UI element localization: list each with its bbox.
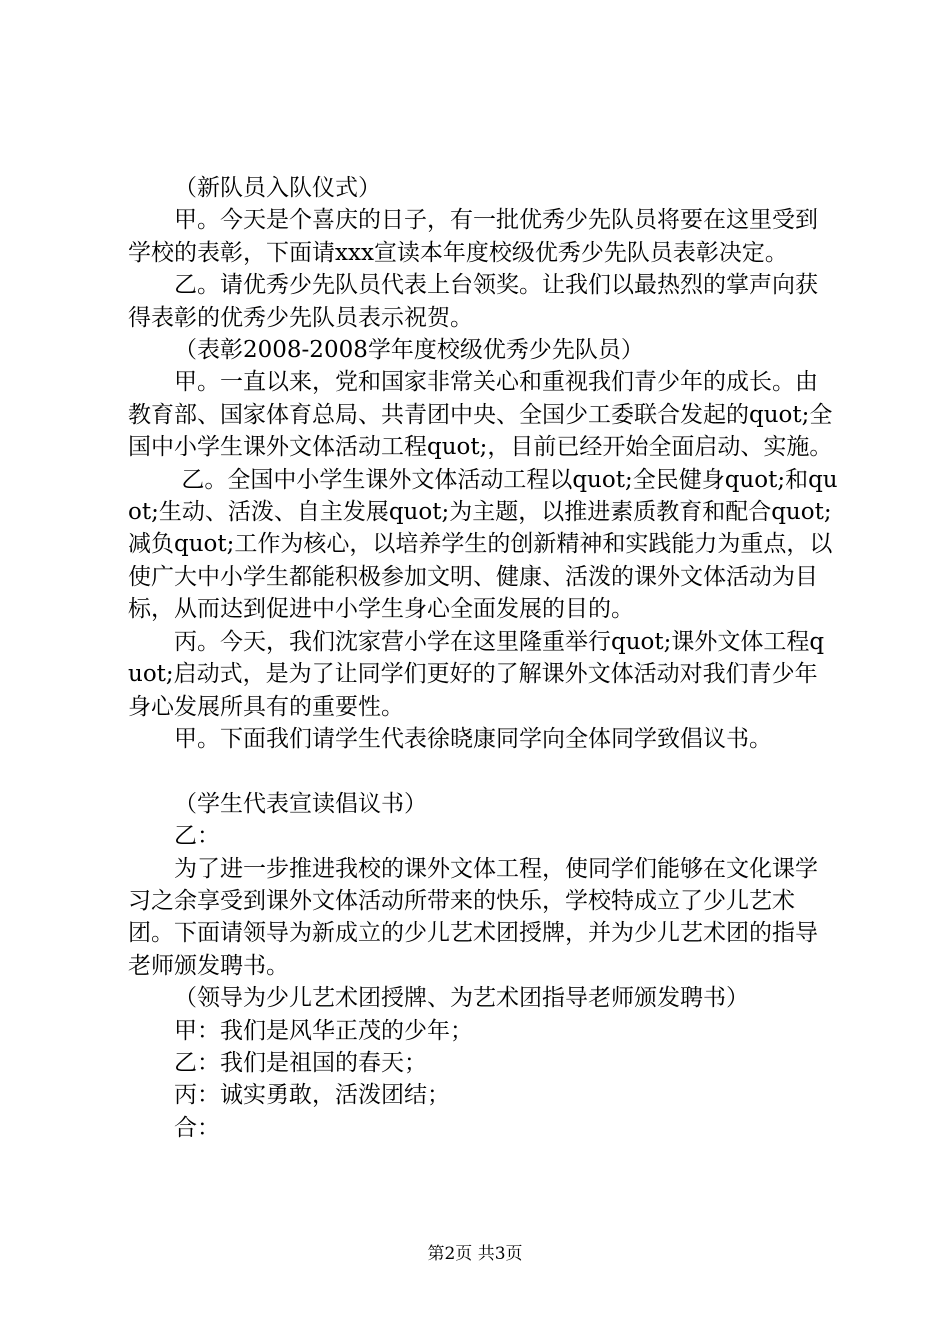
paragraph: （表彰2008-2008学年度校级优秀少先队员） [174, 337, 644, 364]
paragraph: 乙。请优秀少先队员代表上台领奖。让我们以最热烈的掌声向获得表彰的优秀少先队员表示祝贺。 [128, 272, 818, 331]
paragraph: 乙：我们是祖国的春天； [174, 1049, 427, 1076]
paragraph: （新队员入队仪式） [174, 175, 381, 201]
paragraph: 乙。全国中小学生课外文体活动工程以quot;全民健身quot;和quot;生动、活泼、自主发展quot;为主题，以推进素质教育和配合quot;减负quot;工作为核心，以培养学生的创新精神和实践能力为重点，以使广大中小学生都能积极参加文明、健康、活泼的课外文体活动为目标，从而达到促进中小学生身心全面发展的目的。 [128, 466, 838, 623]
paragraph: 甲。下面我们请学生代表徐晓康同学向全体同学致倡议书。 [174, 725, 772, 752]
paragraph: 合： [174, 1114, 220, 1141]
paragraph: 甲。今天是个喜庆的日子，有一批优秀少先队员将要在这里受到学校的表彰，下面请xxx宣读本年度校级优秀少先队员表彰决定。 [128, 207, 818, 266]
document-body [128, 172, 838, 1144]
paragraph: （领导为少儿艺术团授牌、为艺术团指导老师颁发聘书） [174, 985, 749, 1012]
paragraph: 丙：诚实勇敢，活泼团结； [174, 1082, 450, 1109]
paragraph: （学生代表宣读倡议书） [174, 790, 427, 817]
paragraph: 为了进一步推进我校的课外文体工程，使同学们能够在文化课学习之余享受到课外文体活动所带来的快乐，学校特成立了少儿艺术团。下面请领导为新成立的少儿艺术团授牌，并为少儿艺术团的指导老师颁发聘书。 [128, 855, 818, 979]
paragraph: 甲。一直以来，党和国家非常关心和重视我们青少年的成长。由教育部、国家体育总局、共青团中央、全国少工委联合发起的quot;全国中小学生课外文体活动工程quot;，目前已经开始全面启动、实施。 [128, 369, 833, 461]
paragraph: 丙。今天，我们沈家营小学在这里隆重举行quot;课外文体工程quot;启动式，是为了让同学们更好的了解课外文体活动对我们青少年身心发展所具有的重要性。 [128, 628, 825, 720]
paragraph: 甲：我们是风华正茂的少年； [174, 1017, 473, 1044]
paragraph-spacer [128, 755, 838, 787]
page-footer [0, 1243, 950, 1265]
paragraph: 乙： [174, 823, 220, 850]
page-number-label: 第2页 共3页 [427, 1244, 523, 1264]
